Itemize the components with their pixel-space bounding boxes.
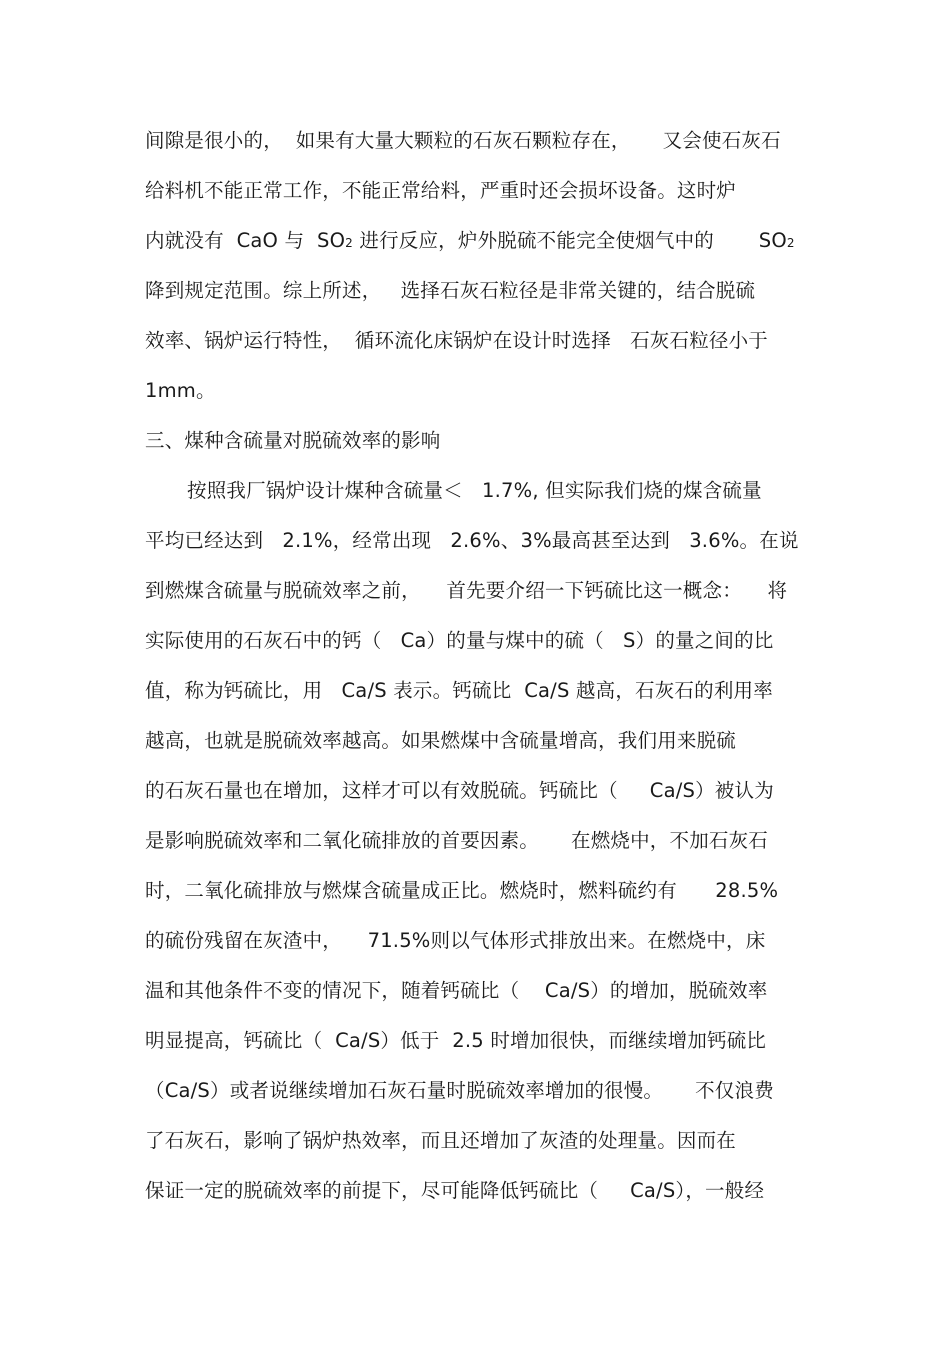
text-line-3-part-2: 进行反应，炉外脱硫不能完全使烟气中的 SO: [352, 229, 787, 252]
text-line-2: 给料机不能正常工作，不能正常给料，严重时还会损坏设备。这时炉: [145, 179, 737, 202]
text-line-14: 的石灰石量也在增加，这样才可以有效脱硫。钙硫比（ Ca/S）被认为: [145, 779, 774, 802]
text-line-12: 值，称为钙硫比，用 Ca/S 表示。钙硫比 Ca/S 越高，石灰石的利用率: [145, 679, 773, 702]
text-line-8: 按照我厂锅炉设计煤种含硫量＜ 1.7%, 但实际我们烧的煤含硫量: [187, 479, 762, 502]
text-line-13: 越高，也就是脱硫效率越高。如果燃煤中含硫量增高，我们用来脱硫: [145, 729, 737, 752]
text-line-16: 时，二氧化硫排放与燃煤含硫量成正比。燃烧时，燃料硫约有 28.5%: [145, 879, 779, 902]
text-line-20: （Ca/S）或者说继续增加石灰石量时脱硫效率增加的很慢。 不仅浪费: [145, 1079, 774, 1102]
text-line-6: 1mm。: [145, 379, 216, 402]
subscript-2: 2: [786, 236, 795, 250]
text-line-21: 了石灰石，影响了锅炉热效率，而且还增加了灰渣的处理量。因而在: [145, 1129, 737, 1152]
text-line-11: 实际使用的石灰石中的钙（ Ca）的量与煤中的硫（ S）的量之间的比: [145, 629, 774, 652]
text-line-19: 明显提高，钙硫比（ Ca/S）低于 2.5 时增加很快，而继续增加钙硫比: [145, 1029, 767, 1052]
text-line-3: [145, 226, 795, 256]
text-line-17: 的硫份残留在灰渣中， 71.5%则以气体形式排放出来。在燃烧中，床: [145, 929, 766, 952]
text-line-1: 间隙是很小的， 如果有大量大颗粒的石灰石颗粒存在， 又会使石灰石: [145, 129, 781, 152]
text-line-5: 效率、锅炉运行特性， 循环流化床锅炉在设计时选择 石灰石粒径小于: [145, 329, 768, 352]
text-line-18: 温和其他条件不变的情况下，随着钙硫比（ Ca/S）的增加，脱硫效率: [145, 979, 768, 1002]
subscript-2: 2: [345, 236, 353, 250]
text-line-15: 是影响脱硫效率和二氧化硫排放的首要因素。 在燃烧中，不加石灰石: [145, 829, 768, 852]
text-line-10: 到燃煤含硫量与脱硫效率之前， 首先要介绍一下钙硫比这一概念： 将: [145, 579, 788, 602]
text-line-3-part-1: 内就没有 CaO 与 SO: [145, 229, 346, 252]
text-line-4: 降到规定范围。综上所述， 选择石灰石粒径是非常关键的，结合脱硫: [145, 279, 756, 302]
text-line-22: 保证一定的脱硫效率的前提下，尽可能降低钙硫比（ Ca/S），一般经: [145, 1179, 765, 1202]
section-heading: 三、煤种含硫量对脱硫效率的影响: [145, 429, 441, 452]
text-line-9: 平均已经达到 2.1%，经常出现 2.6%、3%最高甚至达到 3.6%。在说: [145, 529, 799, 552]
